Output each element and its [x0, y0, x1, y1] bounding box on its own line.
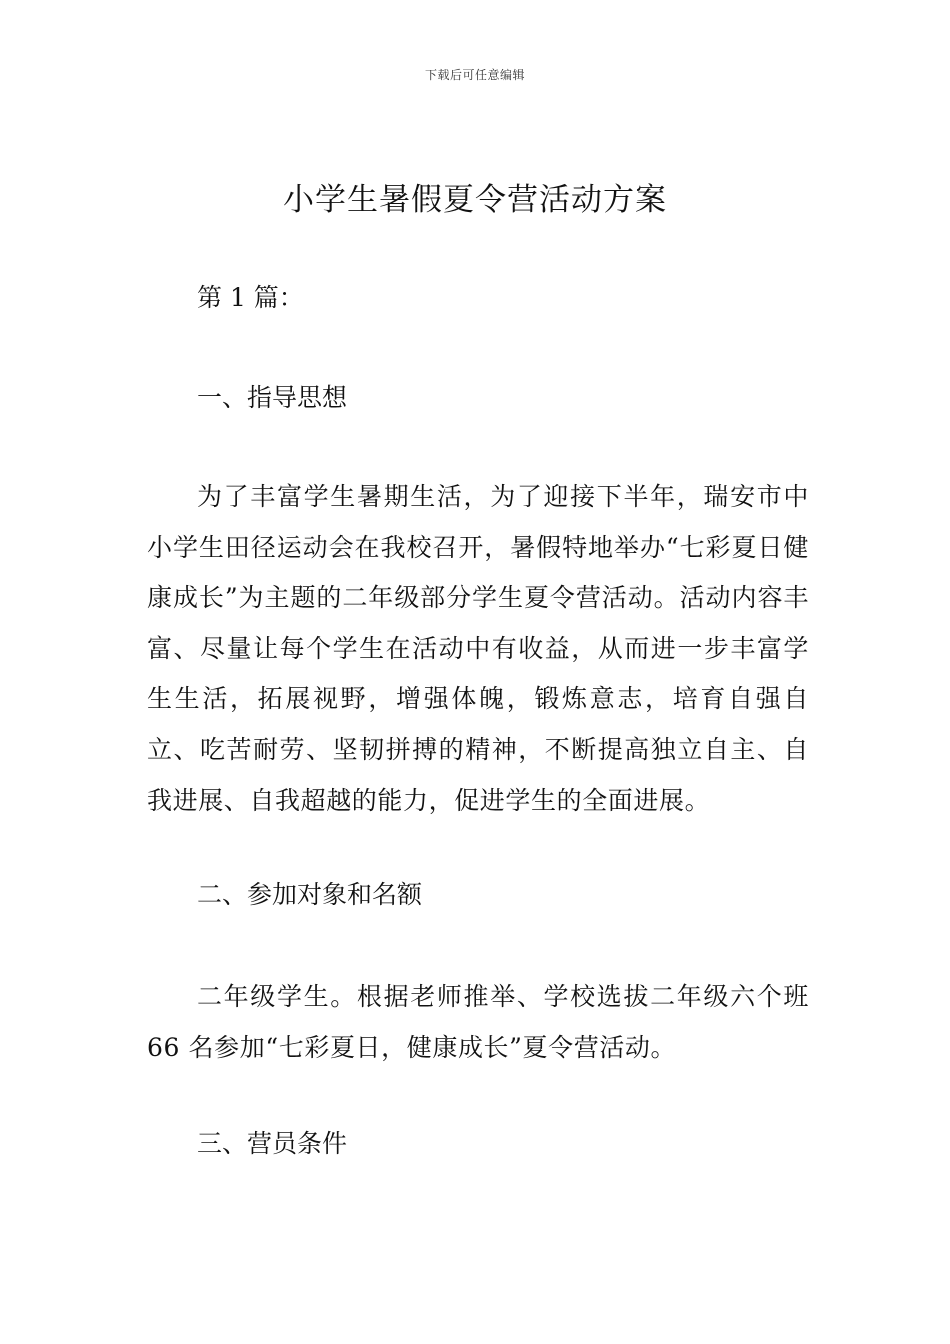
- part-label: 第 1 篇：: [197, 283, 304, 312]
- document-title: 小学生暑假夏令营活动方案: [283, 182, 667, 218]
- section-heading-camper-requirements: 三、营员条件: [197, 1129, 348, 1158]
- section-heading-participants: 二、参加对象和名额: [197, 880, 423, 909]
- section-body-participants: 二年级学生。根据老师推举、学校选拔二年级六个班66 名参加“七彩夏日，健康成长”夏令营活动。: [147, 982, 809, 1062]
- page-header-note: 下载后可任意编辑: [424, 68, 525, 82]
- section-body-guiding-ideology: 为了丰富学生暑期生活，为了迎接下半年，瑞安市中小学生田径运动会在我校召开，暑假特地举办“七彩夏日健康成长”为主题的二年级部分学生夏令营活动。活动内容丰富、尽量让每个学生在活动中有收益，从而进一步丰富学生生活，拓展视野，增强体魄，锻炼意志，培育自强自立、吃苦耐劳、坚韧拼搏的精神，不断提高独立自主、自我进展、自我超越的能力，促进学生的全面进展。: [147, 482, 809, 815]
- section-heading-guiding-ideology: 一、指导思想: [197, 383, 348, 412]
